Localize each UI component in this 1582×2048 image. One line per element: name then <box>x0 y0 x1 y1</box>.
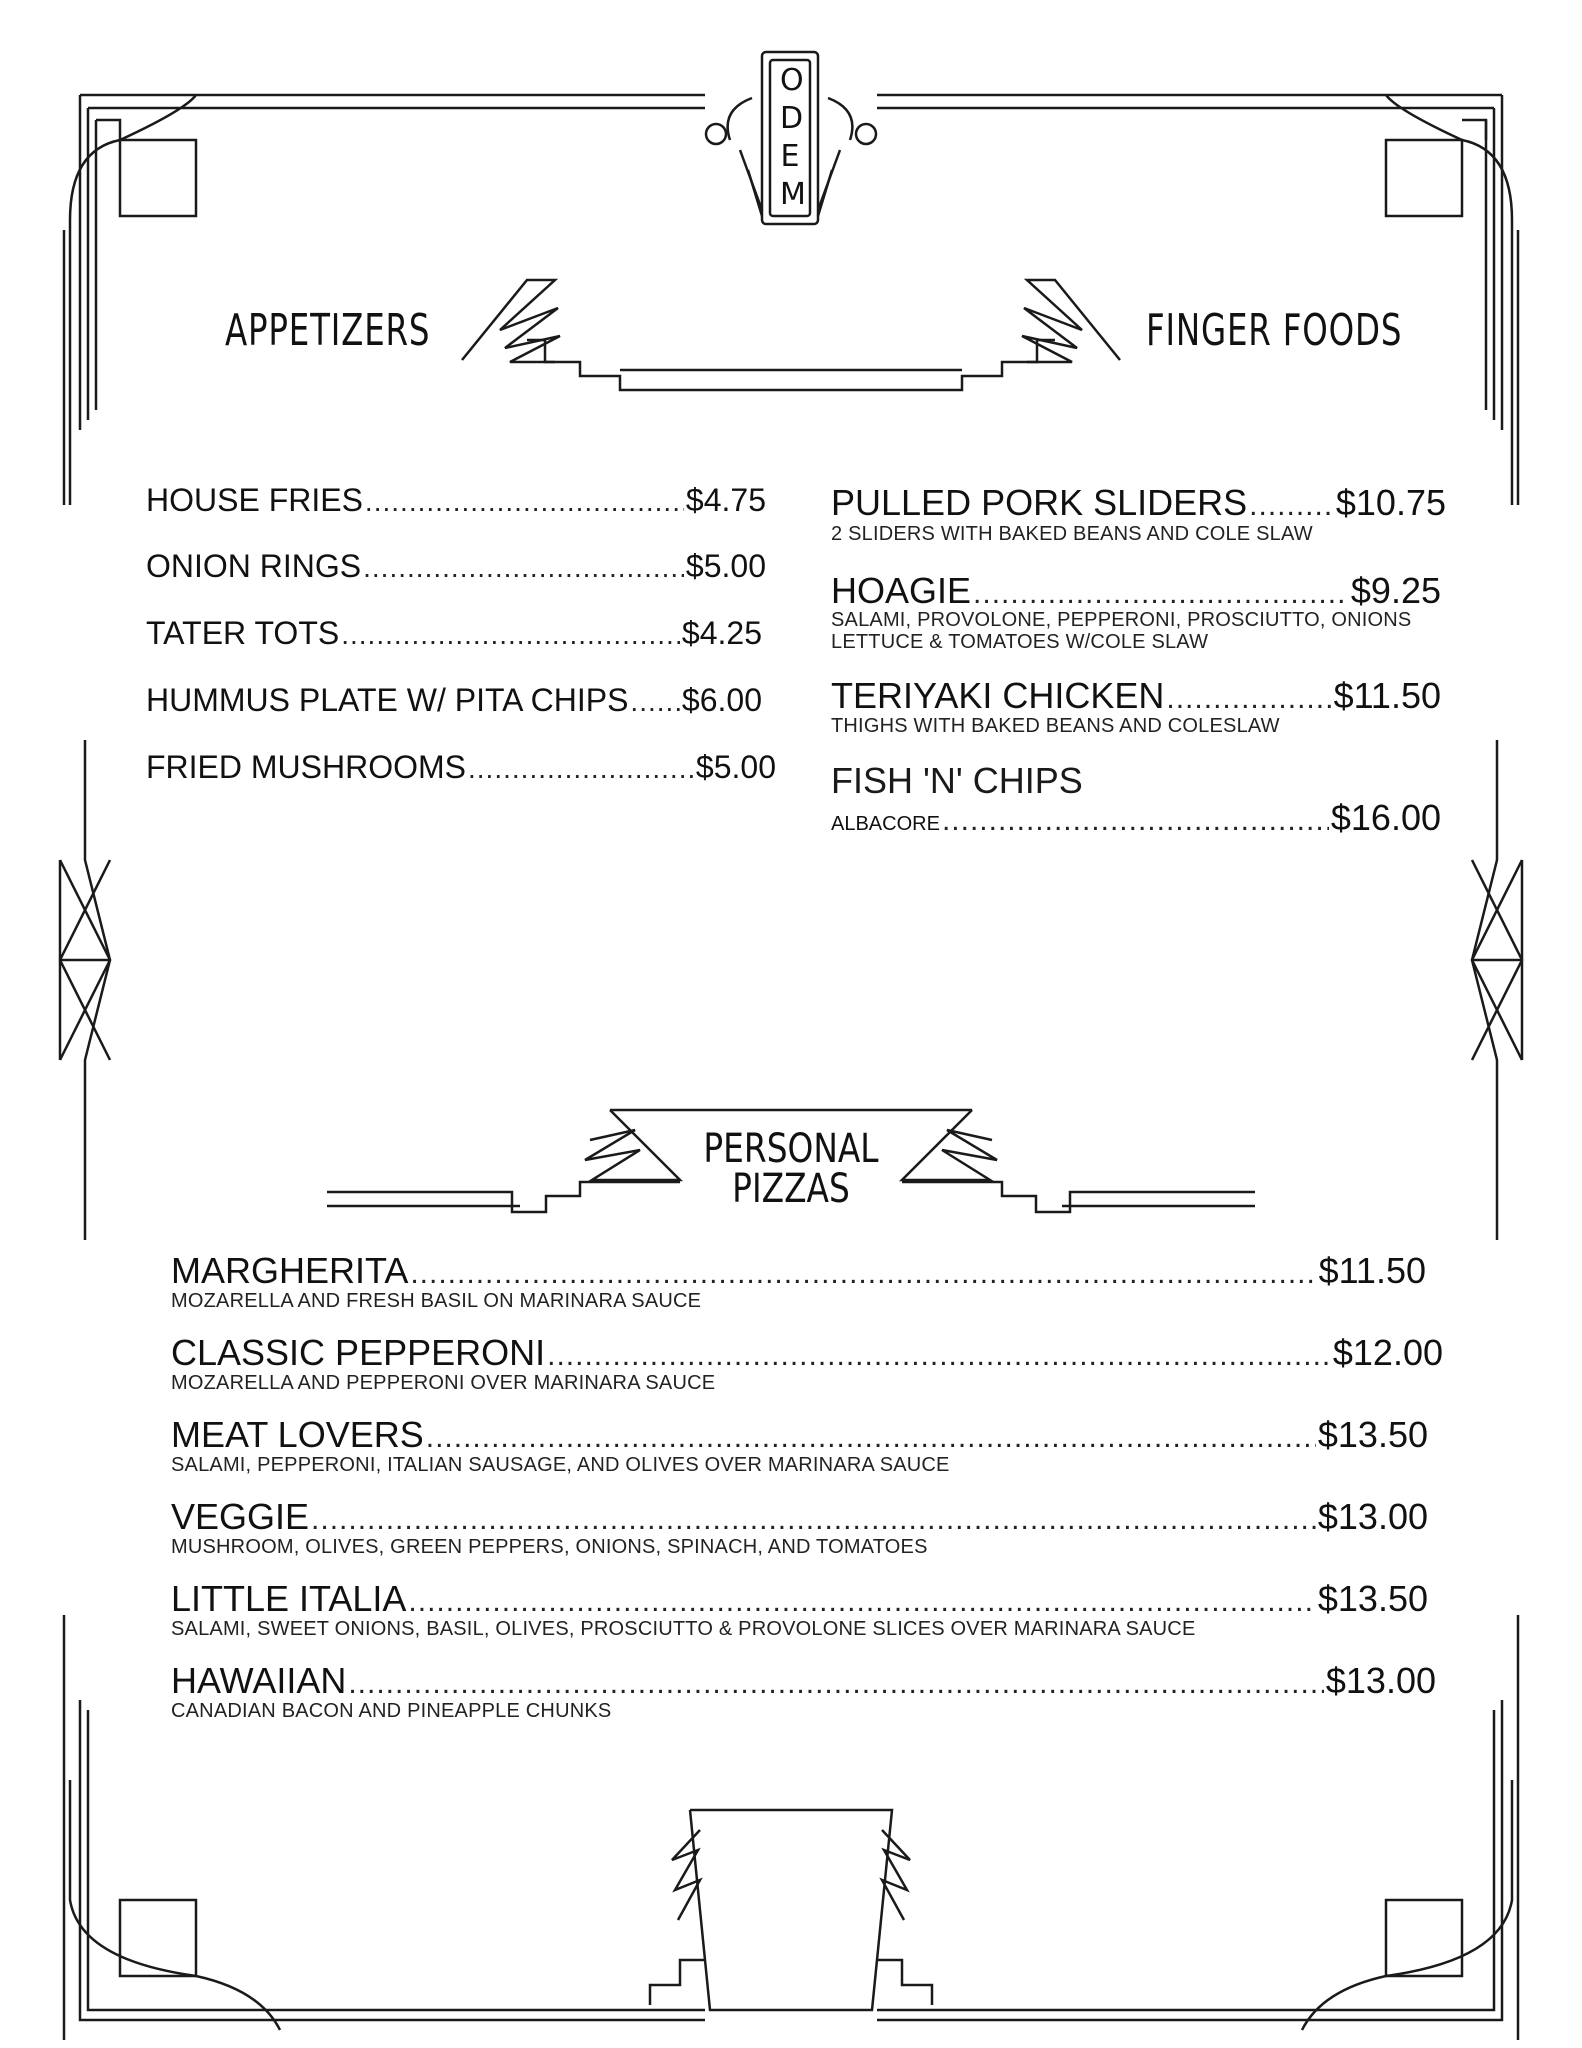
item-description: THIGHS WITH BAKED BEANS AND COLESLAW <box>831 715 1280 737</box>
item-name: MEAT LOVERS <box>171 1414 424 1455</box>
item-name: ONION RINGS <box>146 548 362 584</box>
item-name: HOUSE FRIES <box>146 482 363 518</box>
item-price: $16.00 <box>1330 797 1441 838</box>
list-item <box>146 682 762 719</box>
list-item <box>831 570 1441 612</box>
leader-dots <box>973 577 1349 611</box>
item-price: $11.50 <box>1333 675 1441 716</box>
item-description: SALAMI, PROVOLONE, PEPPERONI, PROSCIUTTO, ONIONS <box>831 609 1412 631</box>
item-name: TATER TOTS <box>146 615 340 651</box>
item-description: CANADIAN BACON AND PINEAPPLE CHUNKS <box>171 1700 612 1722</box>
item-description: SALAMI, SWEET ONIONS, BASIL, OLIVES, PROSCIUTTO & PROVOLONE SLICES OVER MARINARA SAUCE <box>171 1618 1196 1640</box>
item-name: HAWAIIAN <box>171 1660 347 1701</box>
item-price: $10.75 <box>1335 482 1446 523</box>
item-name: FRIED MUSHROOMS <box>146 749 466 785</box>
leader-dots <box>365 486 684 518</box>
item-description: LETTUCE & TOMATOES W/COLE SLAW <box>831 631 1209 653</box>
item-name: VEGGIE <box>171 1496 310 1537</box>
item-name: PULLED PORK SLIDERS <box>831 482 1248 523</box>
item-description: MOZARELLA AND FRESH BASIL ON MARINARA SAUCE <box>171 1290 702 1312</box>
logo-text: ODEM <box>780 63 806 212</box>
leader-dots <box>348 1667 1324 1701</box>
item-description: MUSHROOM, OLIVES, GREEN PEPPERS, ONIONS, SPINACH, AND TOMATOES <box>171 1536 928 1558</box>
corner-ornament-top-left <box>64 95 705 505</box>
item-name: MARGHERITA <box>171 1250 409 1291</box>
item-description: SALAMI, PEPPERONI, ITALIAN SAUSAGE, AND OLIVES OVER MARINARA SAUCE <box>171 1454 950 1476</box>
item-name: LITTLE ITALIA <box>171 1578 407 1619</box>
list-item <box>146 749 776 786</box>
pizza-title-line1: PERSONAL <box>703 1126 879 1172</box>
leader-dots <box>408 1585 1315 1619</box>
header-ornament-top <box>462 280 1120 390</box>
item-price: $12.00 <box>1332 1332 1443 1373</box>
leader-dots <box>363 552 684 584</box>
side-ornament-right <box>1472 740 1522 1240</box>
leader-dots <box>942 804 1329 838</box>
item-description: MOZARELLA AND PEPPERONI OVER MARINARA SAUCE <box>171 1372 716 1394</box>
list-item <box>171 1332 1443 1374</box>
side-ornament-left <box>60 740 110 1240</box>
list-item <box>171 1496 1428 1538</box>
item-description: 2 SLIDERS WITH BAKED BEANS AND COLE SLAW <box>831 523 1313 545</box>
item-price: $5.00 <box>685 548 766 584</box>
item-price: $13.00 <box>1325 1660 1436 1701</box>
item-price: $6.00 <box>681 682 762 718</box>
leader-dots <box>426 1421 1316 1455</box>
leader-dots <box>1166 682 1331 716</box>
item-name: TERIYAKI CHICKEN <box>831 675 1165 716</box>
leader-dots <box>410 1257 1316 1291</box>
item-name: HUMMUS PLATE W/ PITA CHIPS <box>146 682 629 718</box>
item-price: $11.50 <box>1318 1250 1426 1291</box>
list-item <box>171 1660 1436 1702</box>
item-name: CLASSIC PEPPERONI <box>171 1332 546 1373</box>
list-item <box>146 548 766 585</box>
corner-ornament-top-right <box>877 95 1518 505</box>
item-price: $13.00 <box>1317 1496 1428 1537</box>
item-price: $4.25 <box>681 615 762 651</box>
list-item <box>831 797 1441 839</box>
item-subname: ALBACORE <box>831 813 940 835</box>
list-item <box>171 1578 1428 1620</box>
list-item <box>831 675 1441 717</box>
list-item <box>146 482 766 519</box>
leader-dots <box>547 1339 1331 1373</box>
item-price: $4.75 <box>685 482 766 518</box>
list-item <box>831 482 1446 524</box>
leader-dots <box>1249 489 1334 523</box>
pizza-title-line2: PIZZAS <box>732 1166 850 1212</box>
list-item <box>146 615 762 652</box>
list-item <box>171 1414 1428 1456</box>
item-price: $9.25 <box>1350 570 1441 611</box>
leader-dots <box>630 686 680 718</box>
leader-dots <box>341 619 680 651</box>
leader-dots <box>311 1503 1316 1537</box>
item-price: $5.00 <box>695 749 776 785</box>
bottom-center-ornament <box>650 1810 932 2010</box>
list-item <box>171 1250 1426 1292</box>
finger-foods-title: FINGER FOODS <box>1146 305 1403 356</box>
appetizers-title: APPETIZERS <box>225 305 431 356</box>
item-name: HOAGIE <box>831 570 972 611</box>
item-price: $13.50 <box>1317 1414 1428 1455</box>
leader-dots <box>468 753 694 785</box>
logo-letters <box>771 62 809 214</box>
item-name: FISH 'N' CHIPS <box>831 760 1083 801</box>
item-price: $13.50 <box>1317 1578 1428 1619</box>
